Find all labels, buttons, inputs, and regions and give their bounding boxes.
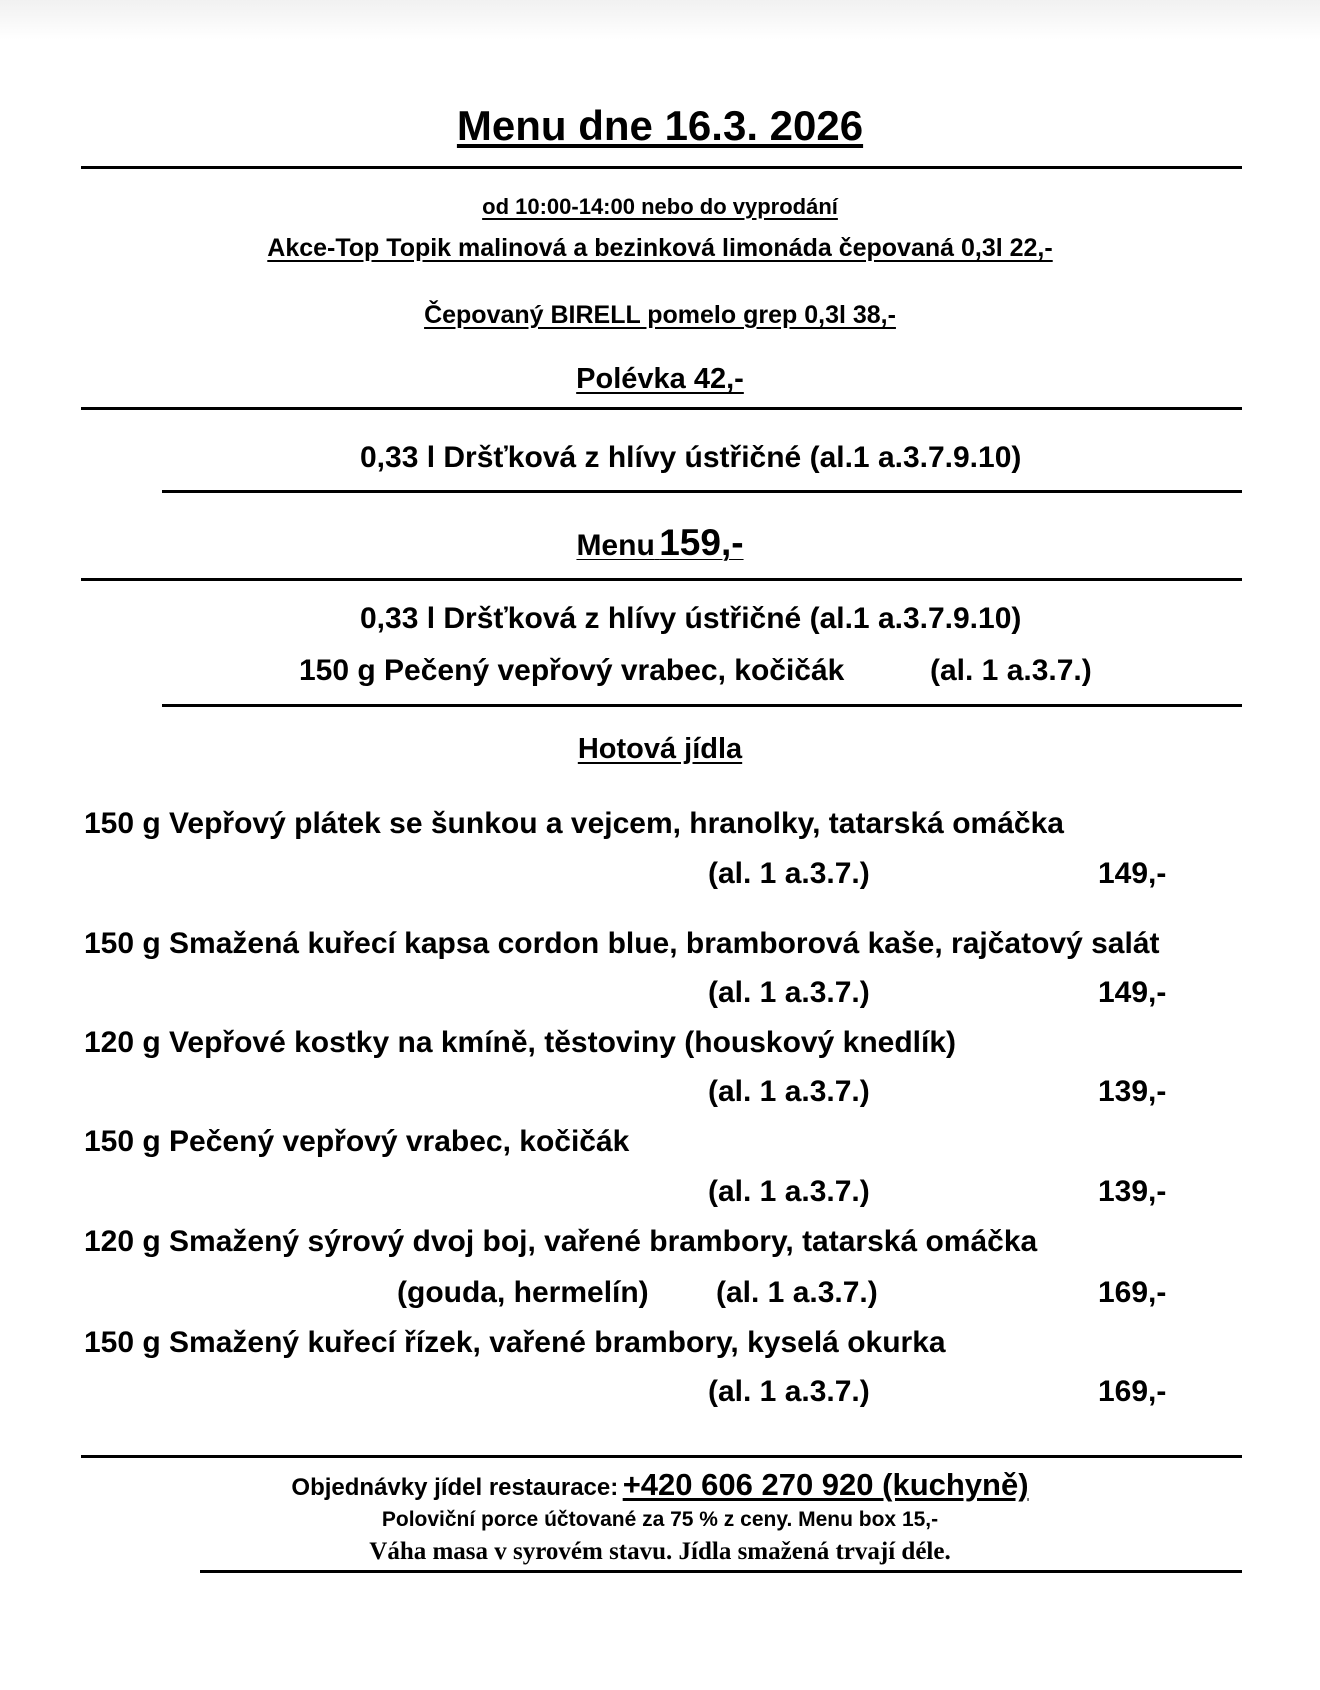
- half-portions-note: Poloviční porce účtované za 75 % z ceny. Menu box 15,-: [381, 1508, 939, 1531]
- meal-name: 150 g Smažený kuřecí řízek, vařené brambory, kyselá okurka: [84, 1326, 946, 1359]
- meal-price: 169,-: [1098, 1276, 1167, 1309]
- meal-allergens: (al. 1 a.3.7.): [708, 976, 870, 1009]
- meal-name: 120 g Smažený sýrový dvoj boj, vařené brambory, tatarská omáčka: [84, 1225, 1038, 1258]
- top-shade: [0, 0, 1320, 40]
- weight-note: Váha masa v syrovém stavu. Jídla smažená trvají déle.: [369, 1538, 951, 1565]
- meal-price: 149,-: [1098, 976, 1167, 1009]
- meal-allergens: (al. 1 a.3.7.): [708, 1375, 870, 1408]
- meal-price: 139,-: [1098, 1175, 1167, 1208]
- promo-lemonade: Akce-Top Topik malinová a bezinková limonáda čepovaná 0,3l 22,-: [267, 234, 1053, 262]
- meal-note: (gouda, hermelín): [397, 1276, 649, 1309]
- soup-heading: Polévka 42,-: [576, 363, 744, 395]
- divider: [81, 166, 1242, 169]
- menu-main-allergens: (al. 1 a.3.7.): [930, 654, 1092, 687]
- meal-price: 139,-: [1098, 1075, 1167, 1108]
- menu-heading-label: Menu: [576, 529, 655, 562]
- meal-price: 149,-: [1098, 857, 1167, 890]
- meal-name: 120 g Vepřové kostky na kmíně, těstoviny (houskový knedlík): [84, 1026, 956, 1059]
- meal-allergens: (al. 1 a.3.7.): [708, 1175, 870, 1208]
- meal-allergens: (al. 1 a.3.7.): [708, 857, 870, 890]
- meal-price: 169,-: [1098, 1375, 1167, 1408]
- divider: [162, 704, 1242, 707]
- meal-name: 150 g Pečený vepřový vrabec, kočičák: [84, 1125, 630, 1158]
- divider: [81, 578, 1242, 581]
- divider: [162, 490, 1242, 493]
- page-title: Menu dne 16.3. 2026: [456, 102, 864, 149]
- phone-link[interactable]: +420 606 270 920 (kuchyně): [622, 1467, 1029, 1502]
- divider: [81, 407, 1242, 410]
- divider: [81, 1455, 1242, 1458]
- meal-name: 150 g Vepřový plátek se šunkou a vejcem, hranolky, tatarská omáčka: [84, 807, 1064, 840]
- menu-heading-price: 159,-: [659, 522, 744, 563]
- meal-name: 150 g Smažená kuřecí kapsa cordon blue, bramborová kaše, rajčatový salát: [84, 927, 1160, 960]
- divider: [200, 1570, 1242, 1573]
- orders-line: [0, 1466, 1320, 1503]
- meal-allergens: (al. 1 a.3.7.): [716, 1276, 878, 1309]
- orders-label: Objednávky jídel restaurace:: [291, 1474, 619, 1501]
- menu-heading: [0, 524, 1320, 561]
- ready-meals-heading: Hotová jídla: [577, 733, 743, 765]
- meal-allergens: (al. 1 a.3.7.): [708, 1075, 870, 1108]
- menu-main: 150 g Pečený vepřový vrabec, kočičák: [299, 654, 845, 687]
- menu-soup: 0,33 l Dršťková z hlívy ústřičné (al.1 a.3.7.9.10): [360, 602, 1022, 635]
- promo-birell: Čepovaný BIRELL pomelo grep 0,3l 38,-: [424, 301, 896, 329]
- service-hours: od 10:00-14:00 nebo do vyprodání: [482, 194, 838, 219]
- soup-item: 0,33 l Dršťková z hlívy ústřičné (al.1 a.3.7.9.10): [360, 441, 1022, 474]
